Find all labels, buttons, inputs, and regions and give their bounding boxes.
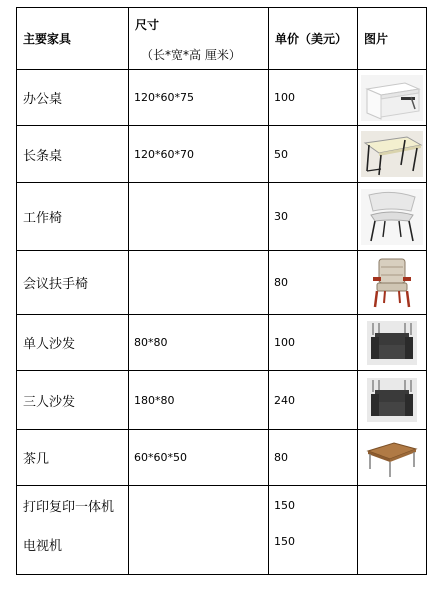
item-price: 100: [269, 315, 358, 371]
item-image-cell: [358, 486, 427, 575]
item-price: 30: [269, 183, 358, 251]
header-item: 主要家具: [17, 8, 129, 70]
table-row: [17, 126, 427, 183]
table-row: [17, 371, 427, 430]
item-image-cell: [358, 371, 427, 430]
table-row: [17, 251, 427, 315]
item-name: 三人沙发: [17, 371, 129, 430]
item-size: 120*60*70: [129, 126, 269, 183]
item-name: 茶几: [17, 430, 129, 486]
header-size-sub: （长*宽*高 厘米）: [141, 48, 241, 62]
item-size: 180*80: [129, 371, 269, 430]
item-size: [129, 251, 269, 315]
table-row: [17, 183, 427, 251]
header-row: [17, 8, 427, 70]
item-price: 80: [269, 251, 358, 315]
item-image-cell: [358, 70, 427, 126]
table-row: [17, 486, 427, 575]
item-size: 60*60*50: [129, 430, 269, 486]
item-name: 工作椅: [17, 183, 129, 251]
item-name: 办公桌: [17, 70, 129, 126]
item-name: 电视机: [23, 539, 63, 554]
item-name: 会议扶手椅: [17, 251, 129, 315]
table-row: [17, 430, 427, 486]
item-name: 长条桌: [17, 126, 129, 183]
item-image-cell: [358, 430, 427, 486]
item-image-cell: [358, 315, 427, 371]
header-image: 图片: [358, 8, 427, 70]
item-size: 120*60*75: [129, 70, 269, 126]
armchair-photo: [367, 255, 417, 311]
three-seat-sofa-photo: [367, 378, 417, 422]
item-price: 50: [269, 126, 358, 183]
item-image-cell: [358, 251, 427, 315]
table-row: [17, 315, 427, 371]
long-table-photo: [361, 131, 423, 177]
item-size: 80*80: [129, 315, 269, 371]
item-image-cell: [358, 183, 427, 251]
header-price: 单价（美元）: [269, 8, 358, 70]
item-price: 100: [269, 70, 358, 126]
item-price: 150: [274, 499, 295, 512]
table-row: [17, 70, 427, 126]
furniture-price-table: [16, 7, 427, 575]
item-price: 240: [269, 371, 358, 430]
header-size-title: 尺寸: [135, 18, 160, 32]
item-size: [129, 486, 269, 575]
item-name-multi: [17, 486, 129, 575]
item-price: 150: [274, 535, 295, 548]
item-name: 打印复印一体机: [23, 500, 115, 515]
item-price: 80: [269, 430, 358, 486]
item-image-cell: [358, 126, 427, 183]
item-size: [129, 183, 269, 251]
item-price-multi: [269, 486, 358, 575]
header-size: [129, 8, 269, 70]
office-desk-photo: [361, 75, 423, 121]
coffee-table-photo: [364, 437, 420, 479]
single-sofa-photo: [367, 321, 417, 365]
item-name: 单人沙发: [17, 315, 129, 371]
work-chair-photo: [361, 189, 423, 245]
